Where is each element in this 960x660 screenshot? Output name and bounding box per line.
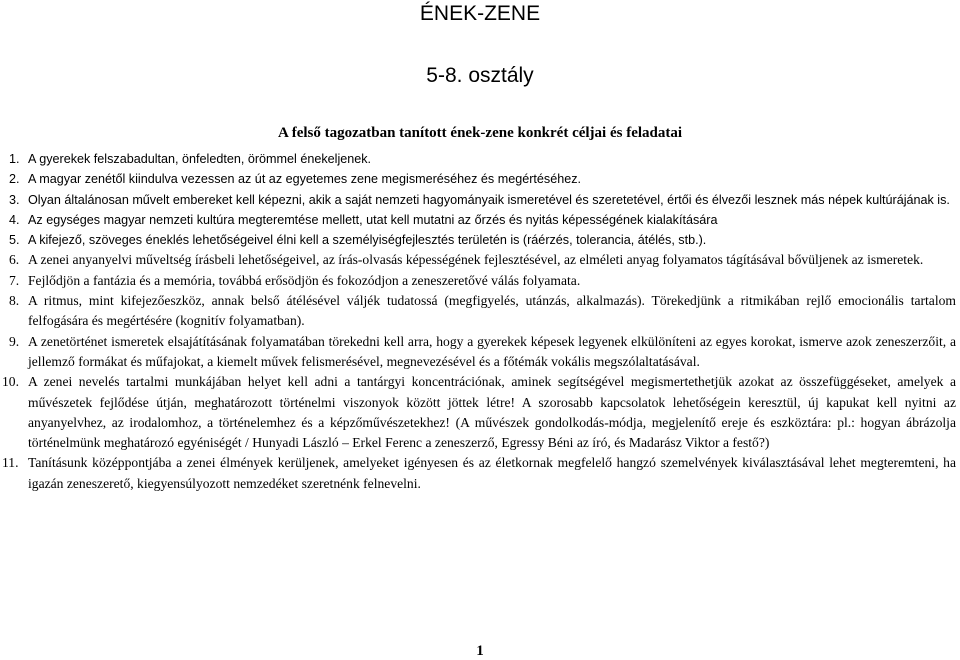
item-number: 1. (9, 152, 20, 166)
item-number: 6. (9, 252, 20, 268)
item-number: 7. (9, 272, 20, 288)
item-number: 3. (9, 192, 20, 207)
item-text: A magyar zenétől kiindulva vezessen az út az egyetemes zene megismeréséhez és megértéséhez. (28, 172, 582, 187)
list-item (0, 372, 960, 453)
list-item (0, 149, 960, 169)
item-number: 8. (9, 293, 20, 309)
list-item (0, 190, 960, 210)
page-number: 1 (476, 643, 484, 659)
list-item (0, 250, 960, 270)
item-text: A kifejező, szöveges éneklés lehetőségeivel élni kell a személyiségfejlesztés területén is (ráérzés, tolerancia, átélés, stb.). (28, 233, 707, 248)
item-number: 2. (9, 172, 20, 187)
item-text: Az egységes magyar nemzeti kultúra megteremtése mellett, utat kell mutatni az őrzés és nyitás képességének kialakítására (28, 212, 718, 227)
item-text: A ritmus, mint kifejezőeszköz, annak belső átélésével váljék tudatossá (megfigyelés, utánzás, alkalmazás). Törekedjünk a ritmikában rejlő emocionális tartalom felfogására és megértésére (kognitív folyamatban). (28, 293, 956, 329)
list-item (0, 210, 960, 230)
item-number: 9. (9, 333, 20, 349)
list-item (0, 169, 960, 189)
list-item (0, 453, 960, 494)
item-text: Olyan általánosan művelt embereket kell képezni, akik a saját nemzeti hagyományaik ismeretével és szeretetével, értői és élvezői lesznek más népek kultúrájának is. (28, 192, 950, 207)
item-text: A zenei nevelés tartalmi munkájában helyet kell adni a tantárgyi koncentrációnak, aminek segítségével megismertethetjük azokat az összefüggéseket, amelyek a művészetek fejlődése útján, meghatározott történelmi viszonyok között jöttek létre! A szorosabb kapcsolatok lehetőségein keresztül, új kapukat kell nyitni az anyanyelvhez, az irodalomhoz, a történelemhez és a képzőművészetekhez! (A művészek gondolkodás-módja, megjelenítő ereje és eszköztára: pl.: hogyan ábrázolja történelmünk meghatározó egyéniségét / Hunyadi László – Erkel Ferenc a zeneszerző, Egressy Béni az író, és Madarász Viktor a festő?) (28, 374, 956, 451)
item-number: 4. (9, 212, 20, 227)
item-text: A zenetörténet ismeretek elsajátításának folyamatában törekedni kell arra, hogy a gyerekek képesek legyenek elkülöníteni az egyes korokat, ismerve azok zeneszerzőit, a jellemző formákat és műfajokat, a kiemelt művek felismerésével, megnevezésével és a főtémák vokális megszólaltatásával. (28, 333, 956, 369)
item-text: Tanításunk középpontjába a zenei élmények kerüljenek, amelyeket igényesen és az életkornak megfelelő hangzó szemelvények kiválasztásával lehet megteremteni, ha igazán zeneszerető, kiegyensúlyozott nemzedéket szeretnénk felnevelni. (28, 455, 956, 491)
section-heading: A felső tagozatban tanított ének-zene konkrét céljai és feladatai (277, 125, 683, 141)
item-text: A gyerekek felszabadultan, önfeledten, örömmel énekeljenek. (28, 152, 372, 166)
document-title: ÉNEK-ZENE (419, 2, 541, 25)
list-item (0, 230, 960, 250)
goals-list (0, 149, 960, 494)
item-number: 11. (2, 455, 19, 471)
item-number: 5. (9, 233, 20, 248)
list-item (0, 291, 960, 332)
document-subtitle: 5-8. osztály (426, 64, 534, 87)
list-item (0, 332, 960, 373)
list-item (0, 271, 960, 291)
item-number: 10. (2, 374, 19, 390)
item-text: A zenei anyanyelvi műveltség írásbeli lehetőségeivel, az írás-olvasás képességének fejlesztésével, az elméleti anyag folyamatos tágításával bővüljenek az ismeretek. (28, 252, 924, 268)
item-text: Fejlődjön a fantázia és a memória, továbbá erősödjön és fokozódjon a zeneszeretővé válás folyamata. (28, 272, 581, 288)
